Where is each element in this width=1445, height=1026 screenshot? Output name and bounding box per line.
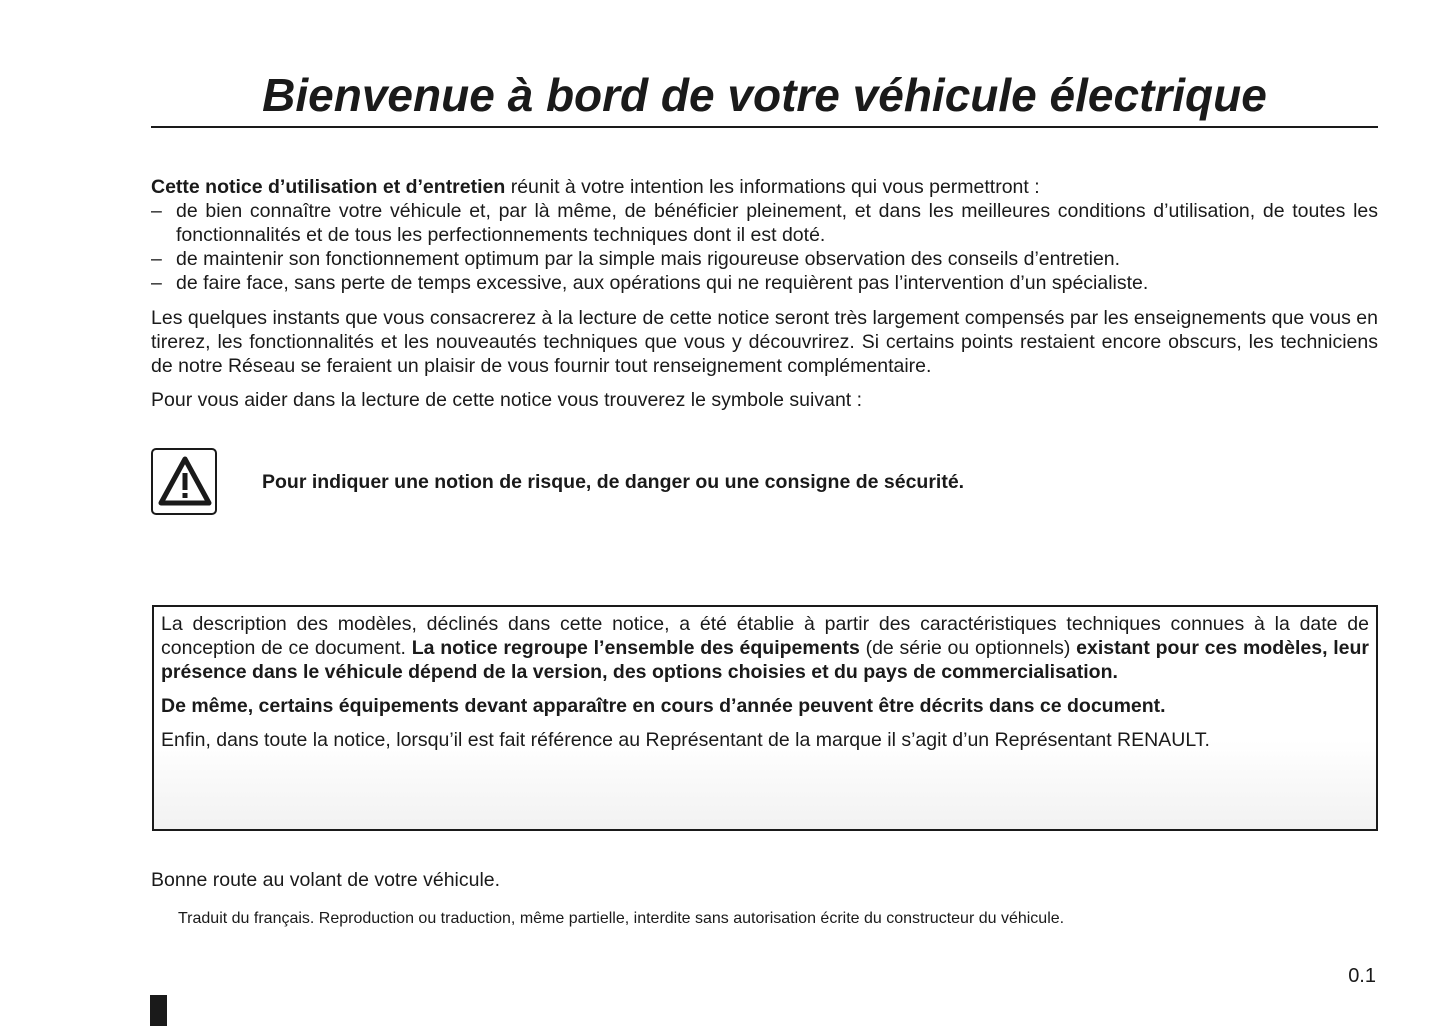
info-box-paragraph — [161, 694, 1369, 718]
info-text-bold: La notice regroupe l’ensemble des équipements — [411, 637, 860, 659]
closing-line: Bonne route au volant de votre véhicule. — [151, 869, 501, 891]
paragraph-reading-benefits: Les quelques instants que vous consacrerez à la lecture de cette notice seront très largement compensés par les enseignements que vous en tirerez, les fonctionnalités et les nouveautés techniques que vous y découvrirez. Si certains points restaient encore obscurs, les techniciens de notre Réseau se feraient un plaisir de vous fournir tout renseignement complémentaire. — [151, 307, 1378, 377]
list-item-text: de faire face, sans perte de temps excessive, aux opérations qui ne requièrent pas l’intervention d’un spécialiste. — [176, 272, 1149, 294]
list-item-text: de maintenir son fonctionnement optimum par la simple mais rigoureuse observation des conseils d’entretien. — [176, 248, 1121, 270]
info-text: La description des modèles, déclinés dans cette notice, a été établie à partir des caractéristiques techniques connues à la date de conception de ce document. — [161, 613, 1369, 659]
info-box-paragraph: Enfin, dans toute la notice, lorsqu’il est fait référence au Représentant de la marque il s’agit d’un Représentant RENAULT. — [161, 729, 1210, 751]
info-text: (de série ou optionnels) — [859, 637, 1077, 659]
list-dash: – — [151, 272, 162, 294]
intro-lead — [151, 175, 1378, 199]
list-item-text: de bien connaître votre véhicule et, par là même, de bénéficier pleinement, et dans les meilleures conditions d’utilisation, de toutes les fonctionnalités et de tous les perfectionnements techniques dont il est doté. — [176, 200, 1378, 246]
list-item — [151, 199, 1378, 247]
intro-lead-rest: réunit à votre intention les informations qui vous permettront : — [505, 176, 1040, 198]
section-marker-tab — [150, 995, 167, 1026]
info-box-paragraph — [161, 612, 1369, 684]
intro-bullet-list — [151, 199, 1378, 295]
paragraph-symbol-intro: Pour vous aider dans la lecture de cette notice vous trouverez le symbole suivant : — [151, 389, 863, 411]
title-divider — [151, 126, 1378, 128]
intro-section — [151, 175, 1378, 295]
warning-triangle-icon-graphic — [157, 454, 213, 510]
list-item — [151, 247, 1378, 271]
intro-lead-bold: Cette notice d’utilisation et d’entretien — [151, 176, 506, 198]
info-text-bold: De même, certains équipements devant apparaître en cours d’année peuvent être décrits dans ce document. — [161, 695, 1166, 717]
copyright-footnote: Traduit du français. Reproduction ou traduction, même partielle, interdite sans autorisation écrite du constructeur du véhicule. — [178, 910, 1065, 927]
info-text-bold: existant pour ces modèles, leur présence dans le véhicule dépend de la version, des options choisies et du pays de commercialisation. — [161, 637, 1370, 683]
notice-info-box — [152, 605, 1378, 831]
page-title: Bienvenue à bord de votre véhicule électrique — [262, 69, 1267, 121]
list-dash: – — [151, 200, 162, 222]
list-dash: – — [151, 248, 162, 270]
warning-triangle-icon — [151, 448, 217, 515]
list-item — [151, 271, 1378, 295]
page-number: 0.1 — [1348, 965, 1376, 987]
warning-description: Pour indiquer une notion de risque, de danger ou une consigne de sécurité. — [262, 471, 965, 493]
